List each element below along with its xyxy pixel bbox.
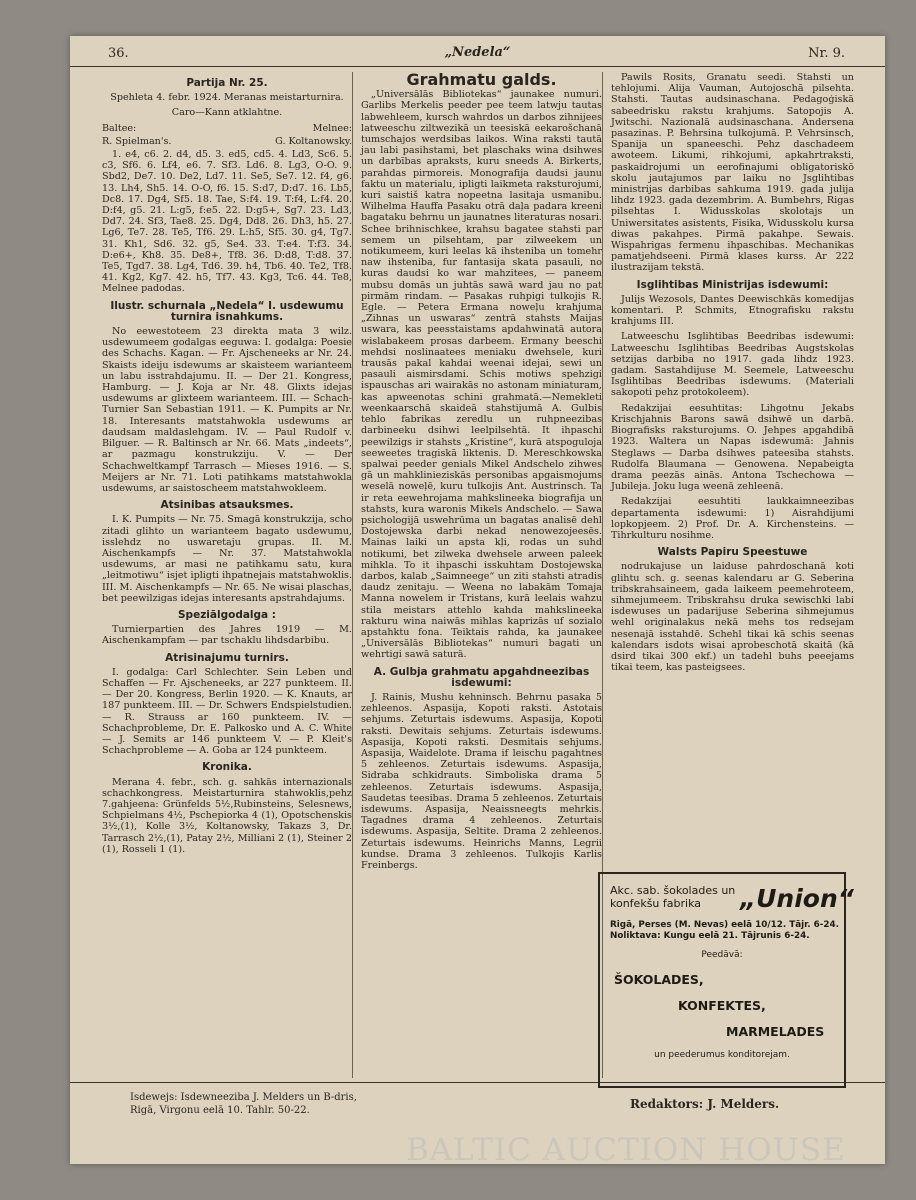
gulbis-list: J. Rainis, Mushu kehninsch. Behrnu pasaka 5 zehleenos. Aspasija, Kopoti raksti. Astotais sehjums. Zeturtais isdewums. Aspasija, Kopoti raksti. Dewitais sehjums. Zeturtais isdewums. Aspasija, Kopoti raksti. Desmitais sehjums. Aspasija, Waidelote. Drama if leischu pagahtnes 5 zehleenos. Zeturtais isdewums. Aspasija, Sidraba schkidrauts. Simboliska drama 5 zehleenos. Zeturtais isdewums. Aspasija, Saudetas teesibas. Drama 5 zehleenos. Zeturtais isdewums. Aspasija, Neaissneegts mehrkis. Tagadnes drama 4 zehleenos. Zeturtais isdewums. Aspasija, Seltite. Drama 2 zehleenos. Zeturtais isdewums. Heinrichs Manns, Legrii kundse. Drama 3 zehleenos. Tulkojis Karlis Freinbergs. bbox=[361, 691, 602, 872]
printing-heading: Walsts Papiru Speestuwe bbox=[657, 546, 808, 559]
society-list: Latweeschu Isglihtibas Beedribas isdewumi: Latweeschu Isglihtibas Beedribas Augstskolas setzijas darbiba no 1917. gada lihdz 1923. gadam. Sastahdijuse M. Seemele, Latweeschu Isglihtibas Beedribas isdewums. (Materiali sakopoti pehz protokoleem). bbox=[611, 331, 854, 399]
black-player: G. Koltanowsky. bbox=[275, 135, 352, 147]
player-names bbox=[102, 136, 352, 147]
agriculture-list: Redakzijai eesuhtiti laukkaimneezibas departamenta isdewumi: 1) Aisrahdijumi lopkopjeem. 2) Prof. Dr. A. Kirchensteins. — Tihrkulturu nosihme. bbox=[611, 496, 854, 541]
publisher-line1: Isdewejs: Isdewneeziba J. Melders un B-dris, bbox=[130, 1092, 357, 1103]
books-heading: Grahmatu galds. bbox=[406, 72, 557, 89]
player-labels bbox=[102, 123, 352, 134]
honor-heading: Atsinibas atsauksmes. bbox=[160, 499, 294, 512]
received-list: Redakzijai eesuhtitas: Lihgotnu Jekabs Krischjahnis Barons sawā dsihwē un darbā. Biografisks raksturojums. O. Jehpes apgahdibā 1923. Waltera un Napas isdewumā: Jahnis Steglaws — Darba dsihwes pateesiba stahsts. Rudolfa Blaumana — Genowena. Nepabeigta drama peezās ainās. Antona Tschechowa — Jubileja. Joku luga weenā zehleenā. bbox=[611, 402, 854, 493]
ad-product-3: MARMELADES bbox=[726, 1024, 825, 1039]
chronicle-heading: Kronika. bbox=[202, 761, 252, 774]
page-footer bbox=[70, 1082, 885, 1129]
editor-line: Redaktors: J. Melders. bbox=[630, 1097, 780, 1111]
watermark: BALTIC AUCTION HOUSE bbox=[406, 1132, 846, 1168]
ad-product-1: ŠOKOLADES, bbox=[614, 972, 704, 987]
opening-name: Caro—Kann atklahtne. bbox=[171, 107, 283, 119]
ad-note: un peederumus konditorejam. bbox=[654, 1050, 790, 1060]
game-intro: Spehleta 4. febr. 1924. Meranas meistarturnira. bbox=[110, 92, 344, 104]
white-player: R. Spielman's. bbox=[102, 135, 172, 147]
ministry-heading: Isglihtibas Ministrijas isdewumi: bbox=[636, 278, 829, 291]
union-advertisement bbox=[598, 872, 854, 1088]
publisher-line2: Rigā, Virgonu eelā 10. Tahlr. 50-22. bbox=[130, 1105, 310, 1116]
contest-text: No eewestoteem 23 direkta mata 3 wilz. usdewumeem godalgas eeguwa: I. godalga: Poesie des Schachs. Kagan. — Fr. Ajscheneeks ar Nr. 24. Skaists ideiju isdewums ar skaisteem wariantееm un labu isstrahdajumu. II. — Der 21. Kongress, Hamburg. — J. Koja ar Nr. 48. Gliхts idejas usdewums ar gliхteem wariantееm. III. — Schach-Turnier San Sebastian 1911. — K. Pumpits ar Nr. 18. Interesants matstahwokla usdewums ar daudsam maldaslehgam. IV. — Paul Rudolf v. Bilguer. — R. Baltinsch ar Nr. 66. Mats „indeets“, ar pazmagu konstrukziju. V. — Der Schachweltkampf Tarrasch — Mieses 1916. — S. Meijers ar Nr. 71. Loti patihkams matstahwokla usdewums, ar saistoscheem matstahwokleem. bbox=[102, 326, 352, 494]
column-books bbox=[352, 72, 602, 1078]
page-number: 36. bbox=[108, 46, 129, 61]
column-chess bbox=[102, 72, 352, 1078]
game-title: Partija Nr. 25. bbox=[186, 77, 268, 89]
books-review: „Universālās Bibliotekas“ jaunakee numuri. Garlibs Merkelis peeder pee teem latwju tautas labwehleem, kursch wahrdos un darbos zihnijees latweeschu ziltwezikā un teesiskā eekarošchanā tumschajos werdsibas laikos. Wina raksti tautā jau labi pasihstami, bet plaschaks wina dsihwes un darbības apraksts, kuru sneeds A. Birkerts, parahdas pirmoreis. Monografija daudsi jaunu faktu un materialu, ipligti laikmeta raksturojumi, kuri saistiš katra nopeetna lasitaja usmanibu. Wilhelma Hauffa Pasaku otrā daļa padara kreeni bagataku behrnu un jaunatnes literaturas nosari. Schee brihnischkee, krahsu bagatee stahsti par semem un pilsehtam, par zilweekem un notikumeem, kuri leelas kā ihsteniba un tomehr naw ihsteniba, fur fantasija skata pasauli, no kuras daudsi ko war mahzitees, — paneem mubsu domās un juhtās sawā ward jau no pat pirmām rindam. — Pasakas ruhpigi tulkojis R. Egle. — Petera Ermana noweļu krahjuma „Zihnas un uswaras“ zentrā stahsts Maijas uswara, kas peesstaistams apdahwinatā autora wislabakeem prosas darbeem. Ermanу beeschi mehdsi noslinaatees meniaku dwehsele, kuri trausās pakal kahdai weenai idejai, sewi un pasauli aismirsdami. Schis motiws spehzigi ispauschas ari wairakās no astonam miniaturam, kas apweenotas schini grahmatā.—Nemekleti weenkaarschā skaidеā stahstijumā A. Gulbis tehlo fabrikas zeredlu un ruhpneezibas darbineeku dsihwi leelpilsehtā. It ihpaschi peewilzigs ir stahsts „Kristine“, kurā atspoguloja seeweetes tragiskā liktenis. D. Mereschkowska spalwai peeder genials Mikel Andschelo zihwеs gā un mahklinieziskās personibas apgaismojums weselā noweļē, kuru tulkojis Ant. Austrinsch. Ta ir reta eewehrojama mahkslineeka biografija un stahsts, kura waronis Mikels Andschelo. — Sawa psichologijā uswehrūma un bagatas analisē dehl Dostojewska darbi nekad nenowezojeesēs. Mainas laiki un apsta kļi, rodas un suhd notikumi, bet zilweka dwehsele arween paleek mihkla. To it ihpaschi isskuhtam Dostojewska darbos, kalab „Saimneege“ un ziti stahsti atradis daudz zenitaju. — Weena no labakām Tomaja Manna nowelem ir Tristans, kurā leelais wahzu stila meistars attehlo kahda mahkslineeka rakturu wina naiwās mihlas kaprizās uf sozialo apstahktu fona. Teiktais rahda, ka jaunakee „Universālās Bibliotekas“ numuri bagati un wehrtigi sawā saturā. bbox=[361, 89, 602, 661]
ad-address-2: Noliktava: Kungu eelā 21. Tājrunis 6-24. bbox=[610, 931, 810, 941]
ad-brand: „Union“ bbox=[740, 884, 854, 913]
publications-list: Pawils Rosits, Granatu seedi. Stahsti un tehlojumi. Alija Vauman, Autojoschā pilsehta. Stahsti. Tautas audsinaschana. Pedagoģiskā sabeedrisku rakstu krahjums. Satopojis A. Jwitschi. Nazionalā audsinaschana. Andersena pasazinas. P. Behrsina tulkojumā. P. Vehrsinsch, Spanija un spaneeschi. Pehz daschadeem awoteem. Likumi, rihkojumi, apkahrtraksti, paskaidrojumi un eerofinajumi obligatoriskō skolu jautajumos par laiku no Jsglihtibas ministrijas darbibas sahkuma 1919. gada julija lihdz 1923. gada dezembrim. A. Bumbehrs, Rigas pilsehtas I. Widusskolas skolotajs un Uniwersitates asistents, Fisika, Widusskolu kursa diwas pakahpes. Pirmā pakahpe. Sewais. Wispahrigas fermenu ihpaschibas. Mechanikas pamatjehdseeni. Pirmā klases kurss. Ar 222 ilustrazijam tekstā. bbox=[611, 72, 854, 274]
issue-number: Nr. 9. bbox=[808, 46, 845, 61]
special-text: Turnierpartien des Jahres 1919 — M. Aischenkampfam — par tschaklu lihdsdarbibu. bbox=[102, 624, 352, 647]
chronicle-text: Merana 4. febr., sch. g. sahkās internazionals schachkongress. Meistarturnira stahwoklis,pehz 7.gahjeena: Grünfelds 5½,Rubinsteins, Selesnews, Schpielmans 4½, Pschepiorka 4 (1), Opotschenskis 3½,(1), Kolle 3½, Koltanowsky, Takazs 3, Dr. Tarrasch 2½,(1), Patay 2½, Milliani 2 (1), Steiner 2 (1), Rosseli 1 (1). bbox=[102, 776, 352, 855]
ad-company: Akc. sab. šokolades un konfekšu fabrika bbox=[610, 884, 736, 910]
ad-address bbox=[610, 920, 839, 942]
solvers-text: I. godalga: Carl Schlechter. Sein Leben und Schaffen — Fr. Ajscheneeks, ar 227 punkteem. II. — Der 20. Kongress, Berlin 1920. — K. Knauts, ar 187 punkteem. III. — Dr. Schwers Endspielstudien. — R. Strauss ar 160 punkteem. IV. — Schachprobleme, Dr. E. Palkosko und A. C. White — J. Semits ar 146 punkteem V. — P. Kleit's Schachprobleme — A. Goba ar 124 punkteem. bbox=[102, 666, 352, 757]
page-header bbox=[70, 36, 885, 67]
ad-product-2: KONFEKTES, bbox=[678, 998, 766, 1013]
honor-text: I. K. Pumpits — Nr. 75. Smagā konstrukzija, scho zitadi glihto un wariantееm bagato usdewumu, isslehdz no uswaretaju grupas. II. M. Aischenkampfs — Nr. 37. Matstahwokla usdewums, ar masi ne patihkamu satu, kura „leitmotiwu“ isjet ipligti ihpatnejais matstahwoklis. III. M. Aischenkampfs — Nr. 65. Ne wisai plaschas, bet peewilzigas idejas interesants apstrahdajums. bbox=[102, 514, 352, 604]
ministry-list: Julijs Wezosols, Dantes Deewischkās komedijas komentari. P. Schmits, Etnografisku rakstu krahjums III. bbox=[611, 293, 854, 328]
white-label: Baltee: bbox=[102, 122, 137, 134]
game-moves: 1. e4, c6. 2. d4, d5. 3. ed5, cd5. 4. Ld3, Sc6. 5. c3, Sf6. 6. Lf4, e6. 7. Sf3. Ld6. 8. Lg3, O-O. 9. Sbd2, De7. 10. De2, Ld7. 11. Se5, Se7. 12. f4, g6. 13. Lh4, Sh5. 14. O-O, f6. 15. S:d7, D:d7. 16. Lb5, Dc8. 17. Dg4, Sf5. 18. Tae, S:f4. 19. T:f4, L:f4. 20. D:f4, g5. 21. L:g5, f:e5. 22. D:g5+, Sg7. 23. Ld3, Dd7. 24. Sf3, Tae8. 25. Dg4, Dd8. 26. Dh3, h5. 27. Lg6, Te7. 28. Te5, Tf6. 29. L:h5, Sf5. 30. g4, Tg7. 31. Kh1, Sd6. 32. g5, Se4. 33. T:e4. T:f3. 34. D:e6+, Kh8. 35. De8+, Tf8. 36. D:d8, T:d8. 37. Te5, Tgd7. 38. Lg4, Td6. 39. h4, Tb6. 40. Te2, Tf8. 41. Kg2, Kg7. 42. h5, Tf7. 43. Kg3, Tc6. 44. Te8, Melnee padodas. bbox=[102, 149, 352, 295]
contest-heading: Ilustr. schurnala „Nedela“ I. usdewumu turnira isnahkums. bbox=[110, 299, 344, 323]
printing-text: nodrukajuse un laiduse pahrdoschanā koti glihtu sch. g. seenas kalendaru ar G. Seberina tribskrahsaineem, gada laikeem peemehroteem, sihmejumeem. Tribskrahsu druka sewischki labi isdewuses un padarijuse Seberina sihmejumus wehl originalakus nekā mehs tos redsejam nesenajā isstahdē. Schehl tikai kā schis seenas kalendars isdots wisai aprobeschotā skaitā (kā dsird tikai 300 ekf.) un tadehl buhs peeejams tikai teem, kas pasteigsees. bbox=[611, 561, 854, 674]
ad-address-1: Rigā, Perses (M. Nevas) eelā 10/12. Tājr. 6-24. bbox=[610, 920, 840, 930]
black-label: Melnee: bbox=[312, 122, 352, 134]
publisher-info bbox=[130, 1091, 357, 1117]
ad-offers: Peedāvā: bbox=[701, 950, 743, 960]
solvers-heading: Atrisinajumu turnirs. bbox=[165, 651, 289, 664]
gulbis-heading: A. Gulbja grahmatu apgahdneezibas isdewumi: bbox=[373, 665, 590, 689]
masthead-title: „Nedela“ bbox=[444, 45, 511, 60]
special-heading: Speziālgodalga : bbox=[178, 608, 276, 621]
